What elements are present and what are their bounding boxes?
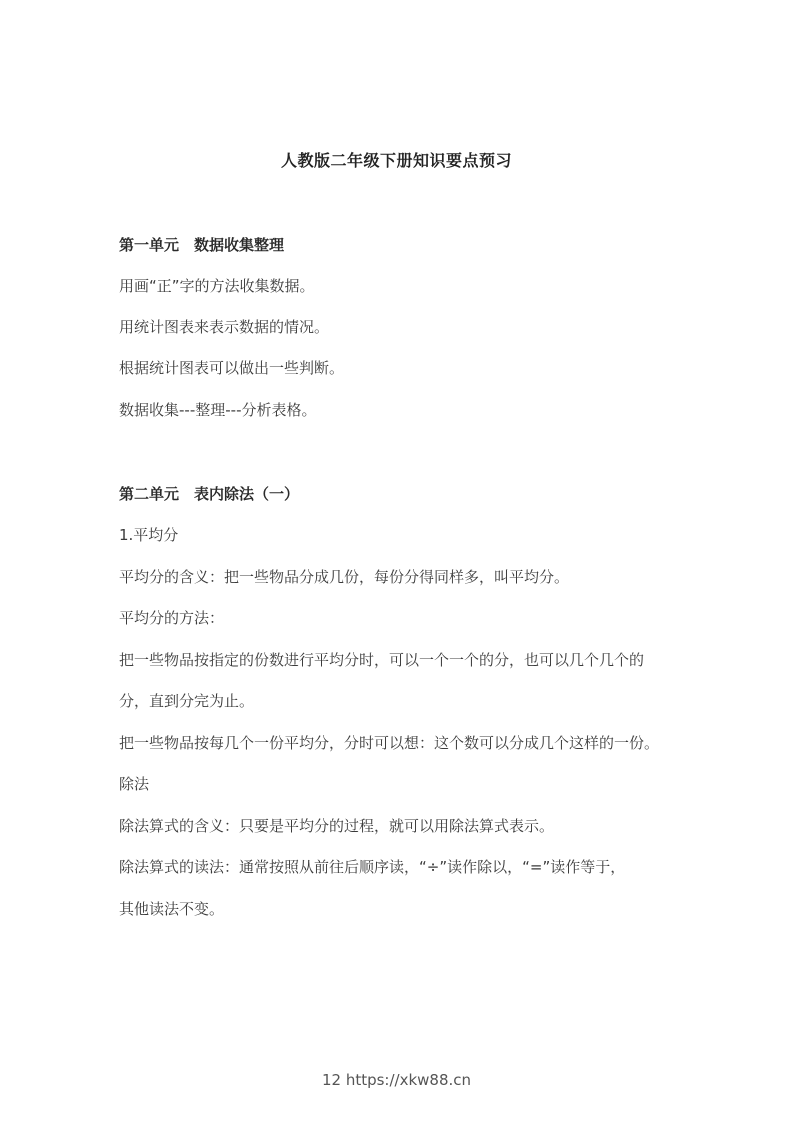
section-2-line: 除法算式的含义：只要是平均分的过程，就可以用除法算式表示。 [119, 817, 555, 835]
section-1-line: 用统计图表来表示数据的情况。 [119, 318, 330, 336]
section-2-line: 把一些物品按指定的份数进行平均分时，可以一个一个的分，也可以几个几个的 [119, 651, 645, 669]
section-2-line: 平均分的方法： [119, 609, 225, 627]
section-1-line: 用画“正”字的方法收集数据。 [119, 277, 315, 295]
section-2-line: 分，直到分完为止。 [119, 692, 255, 710]
section-2-line: 把一些物品按每几个一份平均分，分时可以想：这个数可以分成几个这样的一份。 [119, 734, 660, 752]
section-2-line: 1.平均分 [119, 526, 179, 544]
document-title: 人教版二年级下册知识要点预习 [280, 151, 512, 170]
section-1-line: 数据收集---整理---分析表格。 [119, 401, 317, 419]
footer-url[interactable]: https://xkw88.cn [345, 1071, 472, 1089]
section-1-line: 根据统计图表可以做出一些判断。 [119, 359, 345, 377]
page-number: 12 [321, 1071, 342, 1089]
page-footer [0, 1071, 793, 1089]
section-2-line: 其他读法不变。 [119, 900, 225, 918]
section-1-heading: 第一单元 数据收集整理 [119, 236, 285, 254]
section-2-heading: 第二单元 表内除法（一） [119, 485, 300, 503]
section-2-line: 除法算式的读法：通常按照从前往后顺序读，“÷”读作除以，“=”读作等于， [119, 858, 626, 876]
section-2-line: 除法 [119, 775, 150, 793]
section-2-line: 平均分的含义：把一些物品分成几份，每份分得同样多，叫平均分。 [119, 568, 570, 586]
